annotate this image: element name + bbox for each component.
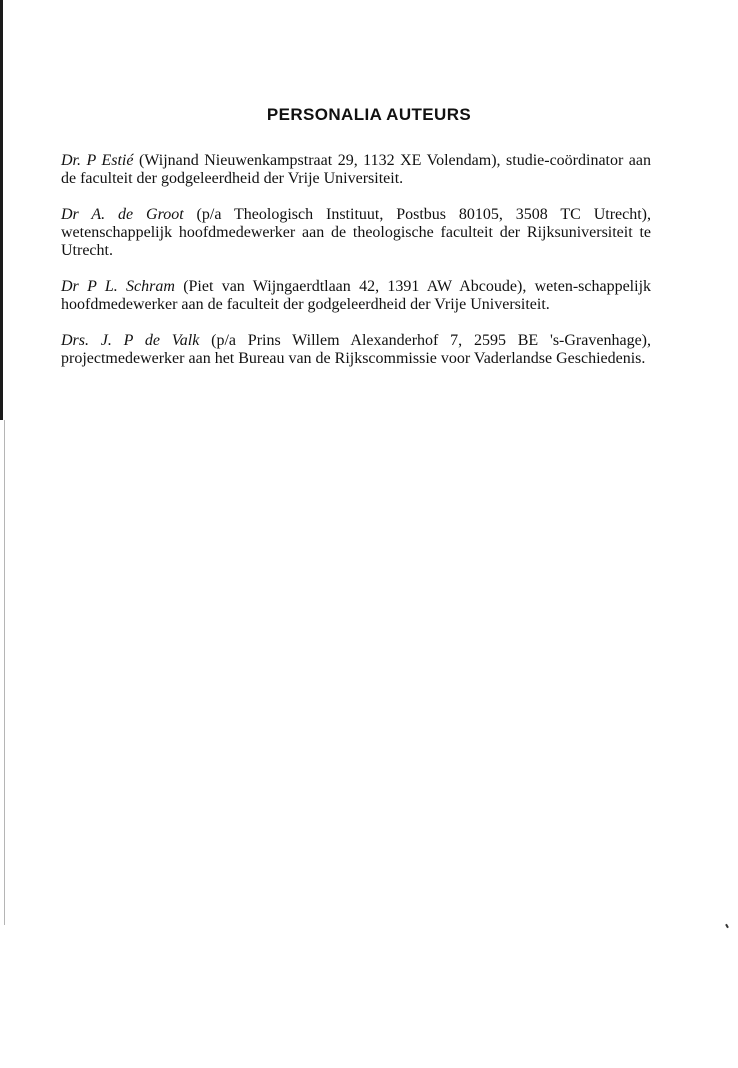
page-edge-rule: [0, 0, 3, 420]
author-entry: [61, 152, 651, 188]
author-name: Dr P L. Schram: [61, 278, 175, 295]
author-name: Drs. J. P de Valk: [61, 332, 200, 349]
author-details: (Wijnand Nieuwenkampstraat 29, 1132 XE Volendam), studie-coördinator aan de faculteit der godgeleerdheid der Vrije Universiteit.: [61, 152, 652, 187]
author-details: (p/a Theologisch Instituut, Postbus 80105, 3508 TC Utrecht), wetenschappelijk hoofdmedewerker aan de theologische faculteit der Rijksuniversiteit te Utrecht.: [61, 206, 652, 259]
author-name: Dr. P Estié: [61, 152, 134, 169]
scan-speck: [725, 924, 729, 928]
page-edge-rule-faint: [4, 420, 5, 925]
author-list: [61, 152, 651, 386]
author-entry: [61, 278, 651, 314]
author-entry: [61, 206, 651, 260]
author-details: (Piet van Wijngaerdtlaan 42, 1391 AW Abcoude), weten-schappelijk hoofdmedewerker aan de faculteit der godgeleerdheid der Vrije Universiteit.: [61, 278, 652, 313]
page-title: PERSONALIA AUTEURS: [266, 105, 472, 125]
author-details: (p/a Prins Willem Alexanderhof 7, 2595 BE 's-Gravenhage), projectmedewerker aan het Bureau van de Rijkscommissie voor Vaderlandse Geschiedenis.: [61, 332, 651, 367]
author-entry: [61, 332, 651, 368]
author-name: Dr A. de Groot: [61, 206, 184, 223]
